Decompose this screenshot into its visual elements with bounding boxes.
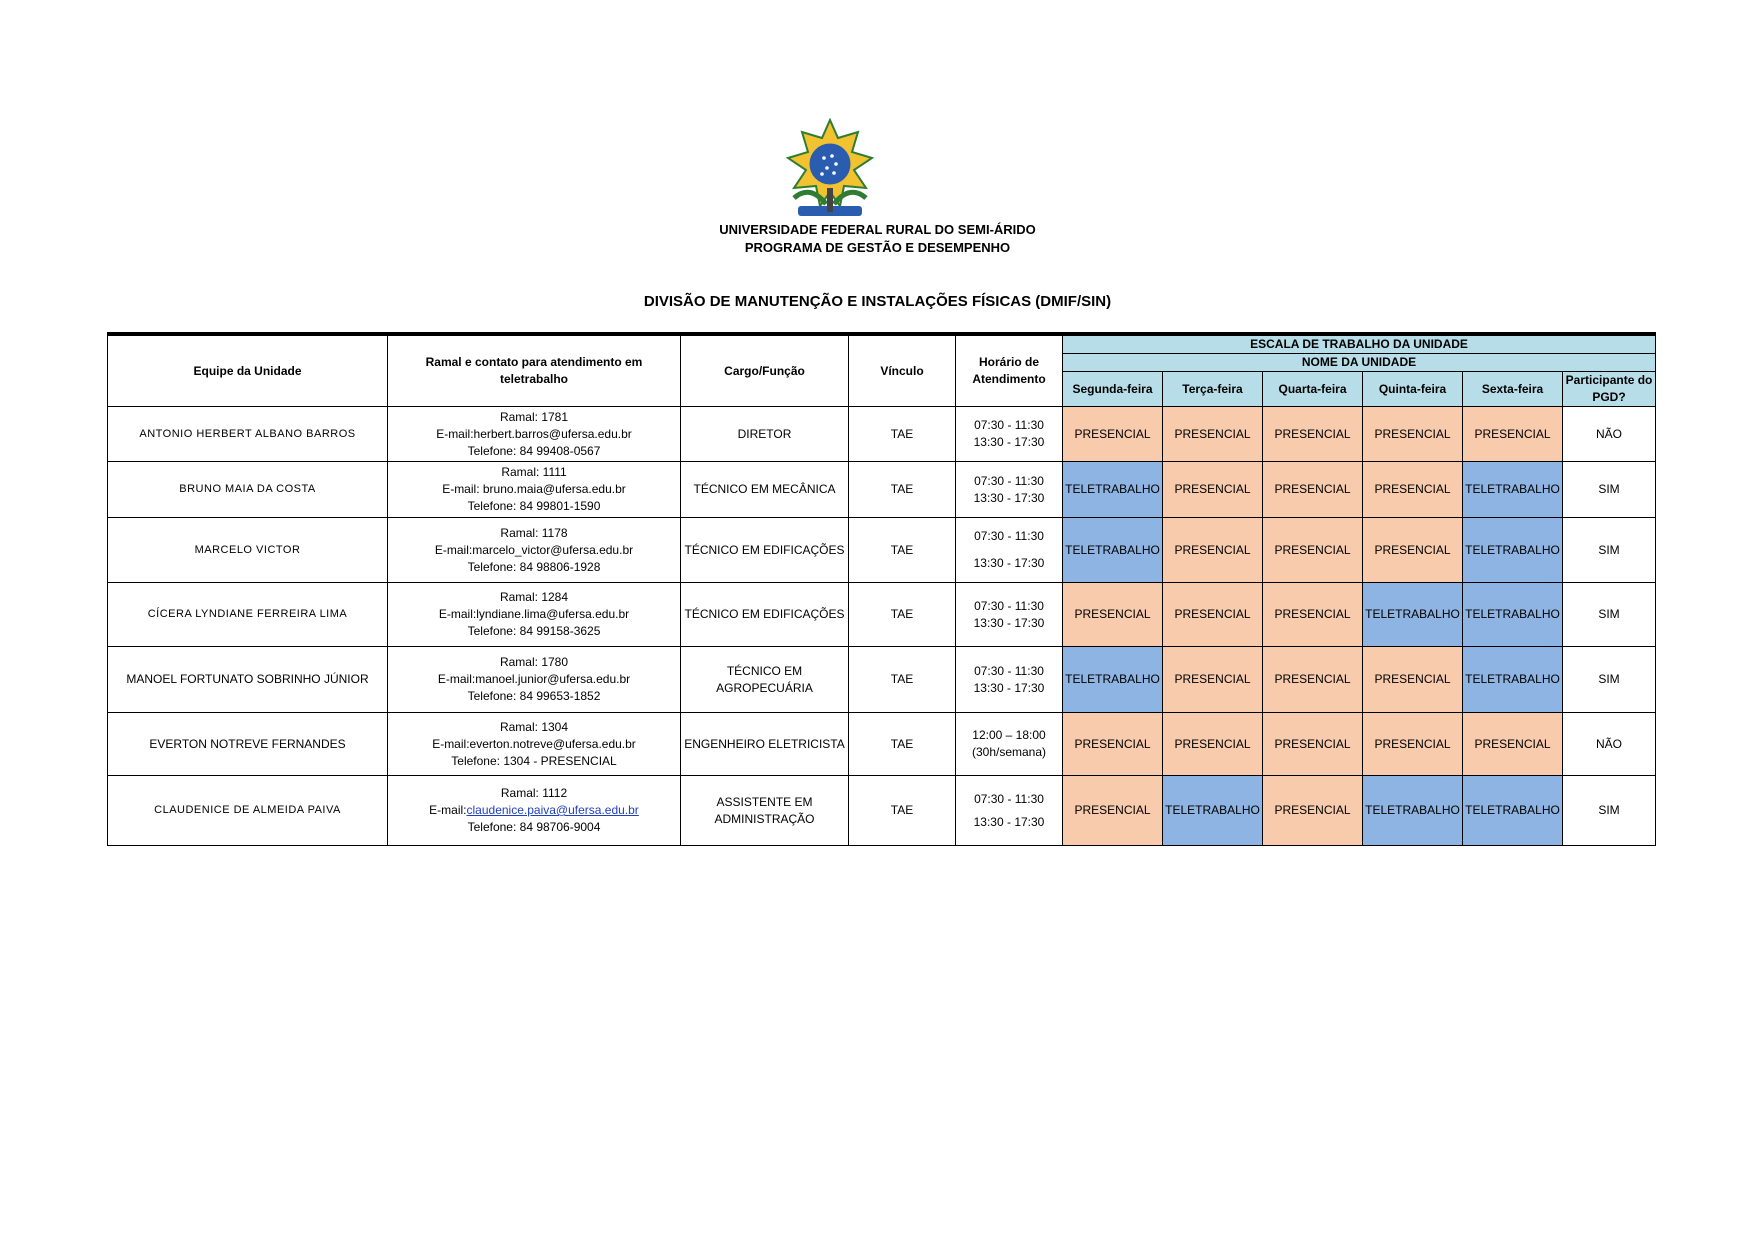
- hours-cell: [956, 462, 1063, 518]
- role: TÉCNICO EM EDIFICAÇÕES: [681, 583, 849, 647]
- work-schedule-table: [107, 332, 1656, 846]
- hours-cell: [956, 407, 1063, 462]
- day-monday: PRESENCIAL: [1063, 583, 1163, 647]
- day-monday: TELETRABALHO: [1063, 462, 1163, 518]
- day-wednesday: PRESENCIAL: [1263, 583, 1363, 647]
- day-monday: PRESENCIAL: [1063, 407, 1163, 462]
- day-thursday: PRESENCIAL: [1363, 713, 1463, 776]
- hours-cell: [956, 713, 1063, 776]
- day-monday: TELETRABALHO: [1063, 647, 1163, 713]
- hours-morning: 12:00 – 18:00: [972, 728, 1046, 742]
- email: E-mail:lyndiane.lima@ufersa.edu.br: [438, 607, 630, 621]
- table-row: [108, 583, 1656, 647]
- header-tuesday: Terça-feira: [1163, 372, 1263, 407]
- phone: Telefone: 84 99653-1852: [467, 689, 601, 703]
- bond: TAE: [849, 583, 956, 647]
- contact-cell: [388, 776, 681, 846]
- phone: Telefone: 84 99408-0567: [467, 443, 601, 458]
- email-prefix: E-mail:: [429, 803, 467, 817]
- email: E-mail:everton.notreve@ufersa.edu.br: [432, 736, 636, 751]
- day-tuesday: PRESENCIAL: [1163, 518, 1263, 583]
- role: TÉCNICO EM EDIFICAÇÕES: [681, 518, 849, 583]
- email: E-mail:manoel.junior@ufersa.edu.br: [437, 672, 631, 686]
- hours-cell: [956, 583, 1063, 647]
- hours-afternoon: (30h/semana): [971, 745, 1047, 759]
- day-monday: PRESENCIAL: [1063, 713, 1163, 776]
- member-name: CÍCERA LYNDIANE FERREIRA LIMA: [108, 583, 388, 647]
- day-tuesday: PRESENCIAL: [1163, 462, 1263, 518]
- table-row: [108, 518, 1656, 583]
- bond: TAE: [849, 462, 956, 518]
- hours-afternoon: 13:30 - 17:30: [973, 814, 1045, 829]
- hours-morning: 07:30 - 11:30: [974, 418, 1044, 432]
- table-row: [108, 407, 1656, 462]
- hours-cell: [956, 647, 1063, 713]
- email-line: [390, 802, 678, 819]
- header-wednesday: Quarta-feira: [1263, 372, 1363, 407]
- phone: Telefone: 84 98806-1928: [467, 559, 601, 574]
- hours-morning: 07:30 - 11:30: [974, 791, 1044, 806]
- day-wednesday: PRESENCIAL: [1263, 518, 1363, 583]
- day-friday: TELETRABALHO: [1463, 583, 1563, 647]
- day-friday: TELETRABALHO: [1463, 518, 1563, 583]
- national-coat-of-arms-icon: [780, 118, 880, 226]
- contact-cell: [388, 518, 681, 583]
- email: E-mail:herbert.barros@ufersa.edu.br: [436, 426, 632, 441]
- hours-afternoon: 13:30 - 17:30: [973, 680, 1045, 695]
- day-monday: PRESENCIAL: [1063, 776, 1163, 846]
- member-name: MARCELO VICTOR: [108, 518, 388, 583]
- contact-cell: [388, 583, 681, 647]
- role: DIRETOR: [681, 407, 849, 462]
- contact-cell: [388, 647, 681, 713]
- member-name: ANTONIO HERBERT ALBANO BARROS: [108, 407, 388, 462]
- unit-title: DIVISÃO DE MANUTENÇÃO E INSTALAÇÕES FÍSICAS (DMIF/SIN): [643, 293, 1112, 310]
- hours-morning: 07:30 - 11:30: [974, 473, 1044, 488]
- role: TÉCNICO EM AGROPECUÁRIA: [681, 647, 849, 713]
- hours-cell: [956, 776, 1063, 846]
- ramal: Ramal: 1284: [499, 590, 569, 604]
- day-wednesday: PRESENCIAL: [1263, 647, 1363, 713]
- contact-cell: [388, 407, 681, 462]
- pgd-participant: SIM: [1563, 776, 1656, 846]
- ramal: Ramal: 1304: [499, 719, 569, 734]
- ramal: Ramal: 1178: [500, 525, 568, 540]
- table-row: [108, 776, 1656, 846]
- hours-afternoon: 13:30 - 17:30: [973, 490, 1045, 505]
- bond: TAE: [849, 407, 956, 462]
- pgd-participant: NÃO: [1563, 713, 1656, 776]
- day-wednesday: PRESENCIAL: [1263, 713, 1363, 776]
- email: E-mail: bruno.maia@ufersa.edu.br: [442, 482, 626, 496]
- day-wednesday: PRESENCIAL: [1263, 776, 1363, 846]
- day-tuesday: PRESENCIAL: [1163, 583, 1263, 647]
- header-unit-name: NOME DA UNIDADE: [1063, 354, 1656, 372]
- phone: Telefone: 84 98706-9004: [467, 820, 601, 834]
- hours-afternoon: 13:30 - 17:30: [973, 556, 1045, 570]
- day-thursday: PRESENCIAL: [1363, 407, 1463, 462]
- day-tuesday: TELETRABALHO: [1163, 776, 1263, 846]
- hours-cell: [956, 518, 1063, 583]
- phone: Telefone: 1304 - PRESENCIAL: [451, 753, 617, 768]
- bond: TAE: [849, 776, 956, 846]
- day-friday: PRESENCIAL: [1463, 407, 1563, 462]
- day-thursday: PRESENCIAL: [1363, 518, 1463, 583]
- day-friday: TELETRABALHO: [1463, 647, 1563, 713]
- bond: TAE: [849, 518, 956, 583]
- contact-cell: [388, 462, 681, 518]
- program-name: PROGRAMA DE GESTÃO E DESEMPENHO: [744, 240, 1011, 255]
- pgd-participant: NÃO: [1563, 407, 1656, 462]
- day-tuesday: PRESENCIAL: [1163, 713, 1263, 776]
- email: E-mail:marcelo_victor@ufersa.edu.br: [434, 542, 634, 557]
- ramal: Ramal: 1781: [499, 409, 569, 424]
- hours-morning: 07:30 - 11:30: [974, 663, 1044, 678]
- header-team: Equipe da Unidade: [108, 334, 388, 407]
- day-thursday: PRESENCIAL: [1363, 647, 1463, 713]
- day-thursday: TELETRABALHO: [1363, 583, 1463, 647]
- email-link[interactable]: claudenice.paiva@ufersa.edu.br: [466, 803, 639, 817]
- day-thursday: PRESENCIAL: [1363, 462, 1463, 518]
- pgd-participant: SIM: [1563, 647, 1656, 713]
- hours-afternoon: 13:30 - 17:30: [973, 615, 1045, 630]
- hours-morning: 07:30 - 11:30: [974, 598, 1044, 613]
- day-monday: TELETRABALHO: [1063, 518, 1163, 583]
- ramal: Ramal: 1112: [500, 786, 568, 800]
- table-row: [108, 462, 1656, 518]
- day-thursday: TELETRABALHO: [1363, 776, 1463, 846]
- header-role: Cargo/Função: [681, 334, 849, 407]
- phone: Telefone: 84 99158-3625: [467, 624, 601, 638]
- header-monday: Segunda-feira: [1063, 372, 1163, 407]
- day-friday: PRESENCIAL: [1463, 713, 1563, 776]
- role: ASSISTENTE EM ADMINISTRAÇÃO: [681, 776, 849, 846]
- hours-afternoon: 13:30 - 17:30: [973, 435, 1045, 449]
- hours-morning: 07:30 - 11:30: [974, 529, 1044, 543]
- header-friday: Sexta-feira: [1463, 372, 1563, 407]
- phone: Telefone: 84 99801-1590: [467, 499, 601, 513]
- table-row: [108, 713, 1656, 776]
- pgd-participant: SIM: [1563, 462, 1656, 518]
- header-hours: Horário de Atendimento: [956, 334, 1063, 407]
- day-friday: TELETRABALHO: [1463, 776, 1563, 846]
- bond: TAE: [849, 647, 956, 713]
- member-name: CLAUDENICE DE ALMEIDA PAIVA: [108, 776, 388, 846]
- ramal: Ramal: 1780: [499, 655, 569, 669]
- member-name: MANOEL FORTUNATO SOBRINHO JÚNIOR: [108, 647, 388, 713]
- day-tuesday: PRESENCIAL: [1163, 407, 1263, 462]
- header-pgd: Participante do PGD?: [1563, 372, 1656, 407]
- contact-cell: [388, 713, 681, 776]
- table-row: [108, 647, 1656, 713]
- header-bond: Vínculo: [849, 334, 956, 407]
- role: ENGENHEIRO ELETRICISTA: [681, 713, 849, 776]
- bond: TAE: [849, 713, 956, 776]
- day-wednesday: PRESENCIAL: [1263, 407, 1363, 462]
- member-name: BRUNO MAIA DA COSTA: [108, 462, 388, 518]
- day-friday: TELETRABALHO: [1463, 462, 1563, 518]
- pgd-participant: SIM: [1563, 583, 1656, 647]
- header-schedule: ESCALA DE TRABALHO DA UNIDADE: [1063, 334, 1656, 354]
- ramal: Ramal: 1111: [501, 465, 567, 479]
- header-thursday: Quinta-feira: [1363, 372, 1463, 407]
- role: TÉCNICO EM MECÂNICA: [681, 462, 849, 518]
- pgd-participant: SIM: [1563, 518, 1656, 583]
- institution-name: UNIVERSIDADE FEDERAL RURAL DO SEMI-ÁRIDO: [719, 222, 1036, 237]
- day-tuesday: PRESENCIAL: [1163, 647, 1263, 713]
- header-contact: Ramal e contato para atendimento em teletrabalho: [388, 334, 681, 407]
- member-name: EVERTON NOTREVE FERNANDES: [108, 713, 388, 776]
- day-wednesday: PRESENCIAL: [1263, 462, 1363, 518]
